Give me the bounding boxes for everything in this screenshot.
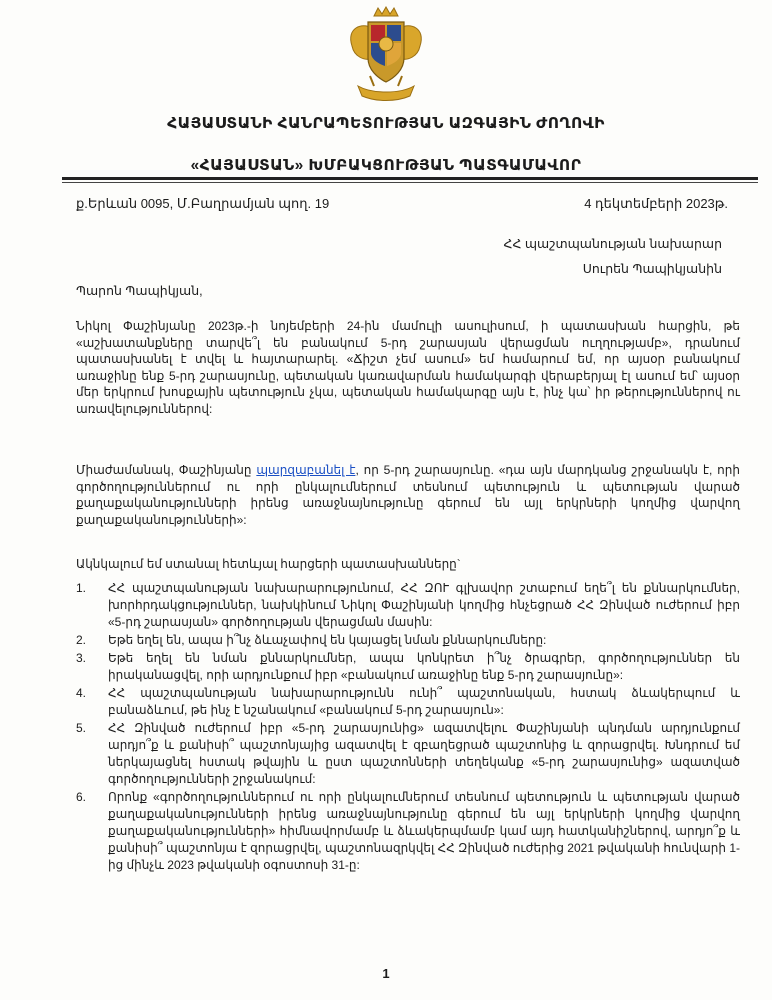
list-item-number: 4. <box>76 686 87 700</box>
organization-title: ՀԱՅԱՍՏԱՆԻ ՀԱՆՐԱՊԵՏՈՒԹՅԱՆ ԱԶԳԱՅԻՆ ԺՈՂՈՎԻ <box>167 115 605 132</box>
paragraph-1: Նիկոլ Փաշինյանը 2023թ.-ի նոյեմբերի 24-ին մամուլի ասուլիսում, ի պատասխան հարցին, թե «աշխատանքները տարվե՞լ են բանակում 5-րդ շարասյան վերացման ուղղությամբ», դրանում պատասխանել է տվել և հայտարարել. «Ճիշտ ‎չ‎‎եմ ‎‎ասում» ‎‎եմ ‎‎համարում ‎‎եմ, որ ‎‎այսօր ‎‎բանակում ‎‎առաջինը ‎‎ենք ‎‎5-րդ ‎‎շարասյունը, ‎‎պետական ‎‎կառավարման ‎‎համակարգի ‎‎վերաբերյալ ‎‎էլ ‎‎ասում ‎‎եմ՝ ‎‎այսօր ‎‎մեր ‎‎երկրում ‎‎խոսքային ‎‎պետություն ‎‎չկա, ‎‎պետական ‎‎համակարգը ‎‎այն ‎‎է, ‎‎ինչ ‎‎կա՝ ‎‎իր ‎‎թերություններով ‎‎ու ‎‎առավելություններով: <box>76 319 740 416</box>
paragraph-3: Ակնկալում եմ ստանալ հետևյալ հարցերի պատասխանները` <box>76 557 461 571</box>
paragraph-2-lead: Միաժամանակ, Փաշինյանը <box>76 463 257 477</box>
list-item-text: Եթե եղել են, ապա ի՞նչ ձևաչափով են կայացել նման քննարկումները: <box>108 633 547 647</box>
list-item-number: 1. <box>76 581 87 595</box>
list-item-text: ՀՀ պաշտպանության նախարարությունն ունի՞ պաշտոնական, հստակ ձևակերպում և բանաձևում, թե ինչ է նշանակում «բանակում 5-րդ շարասյուն»: <box>108 686 740 717</box>
list-item <box>76 580 740 631</box>
list-item <box>76 789 740 874</box>
list-item-number: 6. <box>76 790 87 804</box>
list-item <box>76 650 740 684</box>
letter-date: 4 դեկտեմբերի 2023թ. <box>584 196 728 211</box>
page-number: 1 <box>382 966 390 981</box>
list-item <box>76 632 740 649</box>
list-item-text: Որոնք «գործողություններում ու որի ընկալումներում տեսնում պետություն և պետության վարած քաղաքականությունների իրենց առաջնայնությունը գերում են այլ երկրների կողմից վարվող քաղաքականությունների» հիմնավորմամբ և ձևակերպմամբ կամ այդ հատկանիշներով, արդյո՞ք և քանիսի՞ պաշտոնյա է զորացրվել, պաշտոնազրկվել ՀՀ Զինված ուժերից 2021 թվականի հունվարի 1-ից մինչև 2023 թվականի օգոստոսի 31-ը: <box>108 790 740 872</box>
clarified-link[interactable]: պարզաբանել է <box>256 463 356 477</box>
list-item-number: 5. <box>76 721 87 735</box>
list-item-number: 3. <box>76 651 87 665</box>
greeting: Պարոն Պապիկյան, <box>76 284 203 298</box>
header-divider-thin <box>62 182 758 183</box>
list-item <box>76 720 740 788</box>
header-divider <box>62 177 758 180</box>
recipient-title: ՀՀ պաշտպանության նախարար <box>503 237 722 251</box>
question-list <box>76 580 740 875</box>
paragraph-2-rest: , որ 5-րդ շարասյունը. «դա այն մարդկանց շրջանակն է, որի գործողություններում ու որի ընկալումներում տեսնում պետություն և պետության վարած քաղաքականությունների իրենց առաջնայնությունը գերում են այլ երկրների կողմից վարվող քաղաքականությունների»: <box>76 463 741 527</box>
list-item <box>76 685 740 719</box>
list-item-text: ՀՀ պաշտպանության նախարարությունում, ՀՀ ԶՈՒ գլխավոր շտաբում եղե՞լ են քննարկումներ, խորհրդակցություններ, նախկինում Նիկոլ Փաշինյանի կողմից հնչեցրած ՀՀ Զինված ուժերում իբր «5-րդ շարասյան» գործողության վերացման մասին: <box>108 581 741 629</box>
list-item-text: ՀՀ Զինված ուժերում իբր «5-րդ շարասյունից» ազատվելու Փաշինյանի պնդման արդյունքում արդյո՞ք և քանիսի՞ պաշտոնյայից ազատվել է զբաղեցրած պաշտոնից և զորացրվել. Խնդրում եմ ներկայացնել հստակ թվային և ըստ պաշտոնների տեղեկանք «5-րդ շարասյունից» ազատված գործողությունների շրջանակում: <box>108 721 740 786</box>
recipient-name: Սուրեն Պապիկյանին <box>582 262 722 276</box>
organization-subtitle: «ՀԱՅԱՍՏԱՆ» ԽՄԲԱԿՑՈՒԹՅԱՆ ՊԱՏԳԱՄԱՎՈՐ <box>190 157 582 174</box>
paragraph-2 <box>76 462 740 528</box>
list-item-number: 2. <box>76 633 87 647</box>
armenia-coat-of-arms-icon <box>344 6 428 102</box>
sender-address: ք.Երևան 0095, Մ.Բաղրամյան պող. 19 <box>76 196 330 211</box>
list-item-text: Եթե եղել են նման քննարկումներ, ապա կոնկրետ ի՞նչ ծրագրեր, գործողություններ են իրականացվել, որի արդյունքում իբր «բանակում առաջինը ենք 5-րդ շարասյունը»: <box>108 651 740 682</box>
